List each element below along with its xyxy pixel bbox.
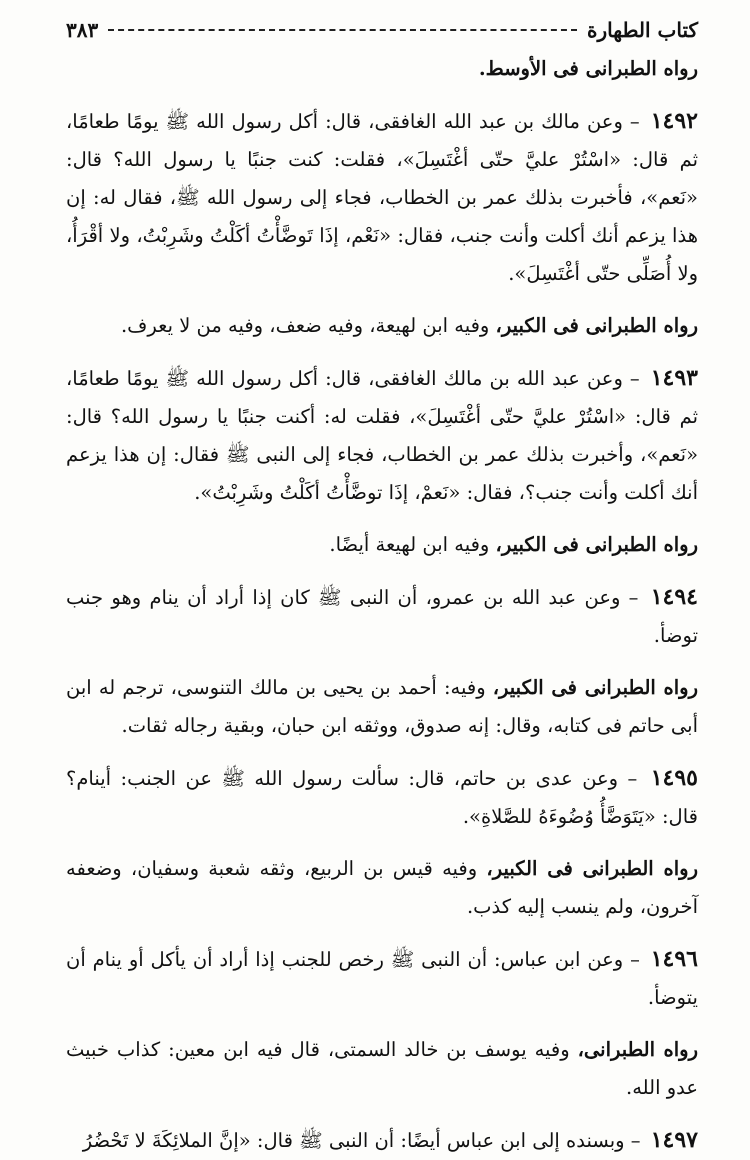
hadith-1495 bbox=[66, 759, 698, 836]
hadith-1492 bbox=[66, 102, 698, 293]
hadith-number: ١٤٩٤ bbox=[650, 584, 698, 610]
source-note-1: رواه الطبرانى فى الكبير، وفيه ابن لهيعة، وفيه ضعف، وفيه من لا يعرف. bbox=[120, 314, 698, 337]
hadith-text: – وعن مالك بن عبد الله الغافقى، قال: أكل رسول الله ﷺ يومًا طعامًا، ثم قال: «اسْتُرْ عليَّ حتّى أغْتَسِلَ»، فقلت: كنت جنبًا يا رسول الله؟ قال: «نَعم»، فأخبرت بذلك عمر بن الخطاب، فجاء إلى رسول الله ﷺ، فقال له: إن هذا يزعم أنك أكلت وأنت جنب، فقال: «نَعْم، إذَا تَوضَّأْتُ أكَلْتُ وشَرِبْتُ، ولا أقْرَأُ، ولا أُصَلِّى حتّى أغْتَسِلَ». bbox=[66, 110, 698, 285]
hadith-text: – وعن عبد الله بن مالك الغافقى، قال: أكل رسول الله ﷺ يومًا طعامًا، ثم قال: «اسْتُرْ عليَّ حتّى أغْتَسِلَ»، فقلت له: أكنت جنبًا يا رسول الله؟ قال: «نَعم»، وأخبرت بذلك عمر بن الخطاب، فجاء إلى النبى ﷺ فقال: إن هذا يزعم أنك أكلت وأنت جنب؟، فقال: «نَعمْ، إذَا توضَّأْتُ أكَلْتُ وشَرِبْتُ». bbox=[66, 367, 698, 504]
hadith-text: – وعن عبد الله بن عمرو، أن النبى ﷺ كان إذا أراد أن ينام وهو جنب توضأ. bbox=[66, 586, 698, 647]
source-note-4: رواه الطبرانى فى الكبير، وفيه قيس بن الربيع، وثقه شعبة وسفيان، وضعفه آخرون، ولم ينسب إليه كذب. bbox=[66, 857, 698, 918]
source-note-5: رواه الطبرانى، وفيه يوسف بن خالد السمتى، قال فيه ابن معين: كذاب خبيث عدو الله. bbox=[66, 1038, 698, 1099]
hadith-number: ١٤٩٥ bbox=[650, 765, 698, 791]
source-note-3: رواه الطبرانى فى الكبير، وفيه: أحمد بن يحيى بن مالك التنوسى، ترجم له ابن أبى حاتم فى كتابه، وقال: إنه صدوق، ووثقه ابن حبان، وبقية رجاله ثقات. bbox=[66, 676, 698, 737]
source-note-0: رواه الطبرانى فى الأوسط. bbox=[478, 57, 698, 80]
page-header bbox=[66, 18, 698, 42]
page-number: ٣٨٣ bbox=[66, 18, 99, 42]
hadith-1493 bbox=[66, 359, 698, 512]
hadith-text: – وعن عدى بن حاتم، قال: سألت رسول الله ﷺ عن الجنب: أينام؟ قال: «يَتَوَضَّأُ وُضُوءَهُ للصَّلاةِ». bbox=[66, 767, 698, 828]
hadith-text: – وعن ابن عباس: أن النبى ﷺ رخص للجنب إذا أراد أن يأكل أو ينام أن يتوضأ. bbox=[66, 948, 698, 1009]
header-rule bbox=[108, 29, 577, 31]
hadith-1497 bbox=[66, 1121, 698, 1160]
hadith-number: ١٤٩٧ bbox=[650, 1127, 698, 1153]
hadith-1494 bbox=[66, 578, 698, 655]
hadith-number: ١٤٩٦ bbox=[650, 946, 698, 972]
hadith-1496 bbox=[66, 940, 698, 1017]
source-note-2: رواه الطبرانى فى الكبير، وفيه ابن لهيعة أيضًا. bbox=[329, 533, 698, 556]
hadith-text: – وبسنده إلى ابن عباس أيضًا: أن النبى ﷺ قال: «إنَّ الملائِكَةَ لا تَحْضُرُ bbox=[82, 1129, 641, 1152]
hadith-number: ١٤٩٣ bbox=[650, 365, 698, 391]
hadith-number: ١٤٩٢ bbox=[650, 108, 698, 134]
book-title: كتاب الطهارة bbox=[587, 18, 698, 42]
